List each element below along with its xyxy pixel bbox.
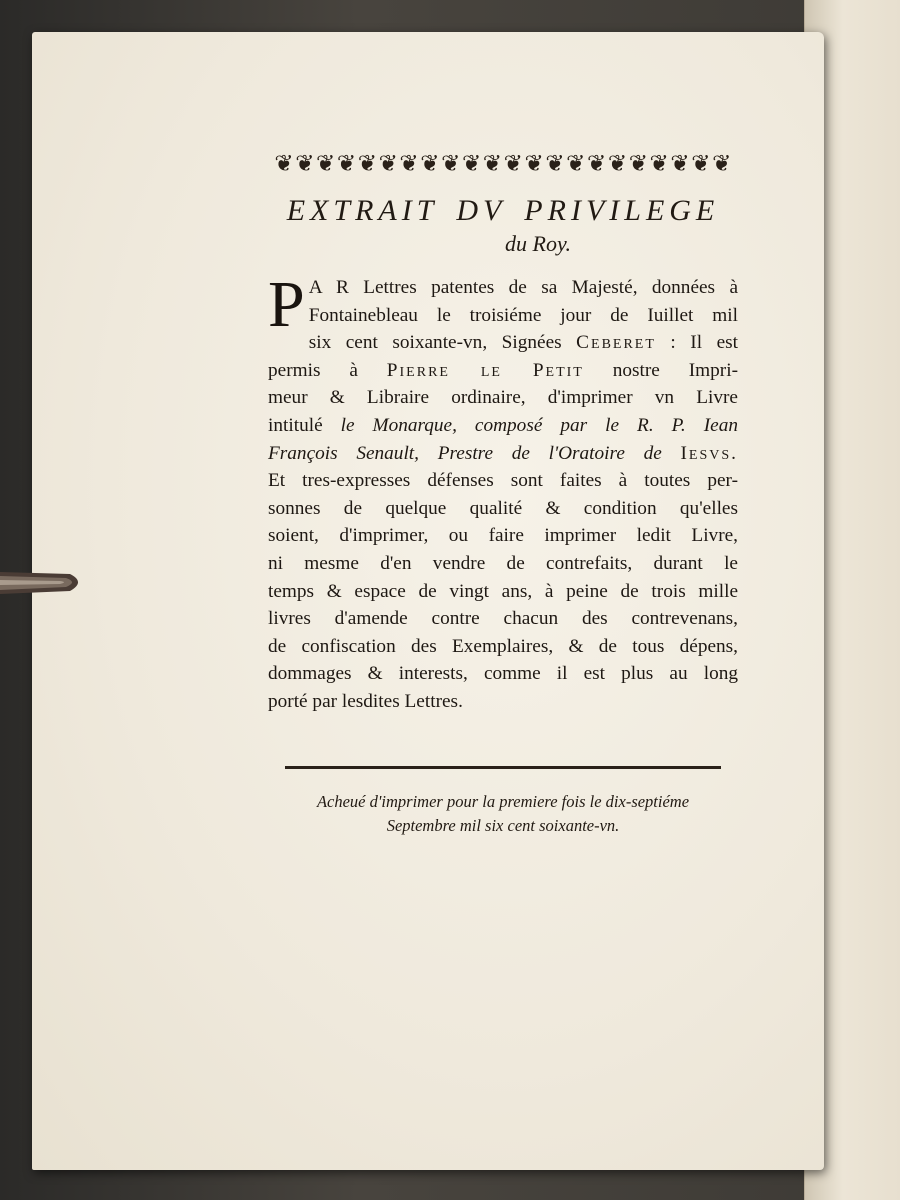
printer-name: Pierre le Petit (386, 359, 584, 381)
fleuron-ornament: ❦ (357, 151, 378, 176)
jesus-name: Iesvs. (680, 442, 738, 464)
body-text: permis à (268, 359, 387, 381)
body-line: dommages & interests, comme il est plus au long (268, 663, 738, 685)
body-line: A R Lettres patentes de sa Majesté, données à (308, 277, 738, 298)
fleuron-ornament: ❦ (524, 151, 544, 176)
fleuron-ornament: ❦ (628, 151, 648, 176)
fleuron-ornament: ❦ (441, 151, 461, 176)
privilege-body (268, 268, 739, 716)
ornamental-headpiece (274, 150, 732, 178)
page-subtitle: du Roy. (505, 231, 571, 256)
body-line: de confiscation des Exemplaires, & de tous dépens, (268, 635, 738, 657)
body-text: intitulé (268, 414, 341, 436)
fleuron-ornament: ❦ (399, 151, 419, 176)
body-line: Et tres-expresses défenses sont faites à toutes per- (268, 470, 738, 492)
page-title: EXTRAIT DV PRIVILEGE (286, 194, 720, 227)
fleuron-ornament: ❦ (482, 151, 503, 176)
body-line: sonnes de quelque qualité & condition qu'elles (268, 497, 738, 519)
body-line: temps & espace de vingt ans, à peine de trois mille (268, 580, 738, 602)
fleuron-ornament: ❦ (420, 151, 440, 176)
body-text: six cent soixante-vn, Signées (308, 332, 577, 354)
body-line: ni mesme d'en vendre de contrefaits, durant le (268, 552, 738, 574)
fleuron-ornament: ❦ (712, 151, 732, 176)
book-title: le Monarque, composé par le R. P. Iean (340, 414, 738, 436)
fleuron-ornament: ❦ (607, 151, 628, 176)
fleuron-ornament: ❦ (461, 151, 482, 176)
body-line (268, 440, 738, 468)
body-line: livres d'amende contre chacun des contrevenans, (268, 608, 738, 630)
body-line (268, 357, 738, 385)
fleuron-ornament: ❦ (274, 151, 294, 176)
fleuron-ornament: ❦ (691, 151, 711, 176)
fleuron-ornament: ❦ (378, 151, 398, 176)
body-text: : Il est (655, 332, 739, 354)
body-line: soient, d'imprimer, ou faire imprimer ledit Livre, (268, 525, 738, 547)
body-line: porté par lesdites Lettres. (268, 690, 463, 712)
body-line: Fontainebleau le troisiéme jour de Iuillet mil (308, 304, 738, 326)
colophon-line: Septembre mil six cent soixante-vn. (386, 816, 620, 835)
ribbon-bookmark (0, 564, 88, 600)
fleuron-ornament: ❦ (545, 151, 565, 176)
privilege-text-block (268, 150, 738, 716)
fleuron-ornament: ❦ (670, 151, 690, 176)
body-line (268, 329, 738, 357)
fleuron-ornament: ❦ (587, 151, 607, 176)
signatory-name: Ceberet (576, 332, 656, 354)
body-line: meur & Libraire ordinaire, d'imprimer vn Livre (268, 387, 738, 409)
author-text: François Senault, Prestre de l'Oratoire de (268, 442, 681, 464)
drop-cap: P (268, 268, 305, 341)
fleuron-ornament: ❦ (649, 151, 669, 176)
fleuron-ornament: ❦ (503, 151, 523, 176)
colophon-line: Acheué d'imprimer pour la premiere fois le dix-septiéme (316, 792, 690, 811)
body-line (268, 412, 738, 440)
fleuron-ornament: ❦ (336, 151, 357, 176)
fleuron-ornament: ❦ (295, 151, 315, 176)
body-text: nostre Impri- (583, 359, 738, 381)
horizontal-rule (285, 766, 721, 769)
fleuron-ornament: ❦ (566, 151, 586, 176)
colophon (268, 790, 738, 838)
fleuron-ornament: ❦ (316, 151, 336, 176)
